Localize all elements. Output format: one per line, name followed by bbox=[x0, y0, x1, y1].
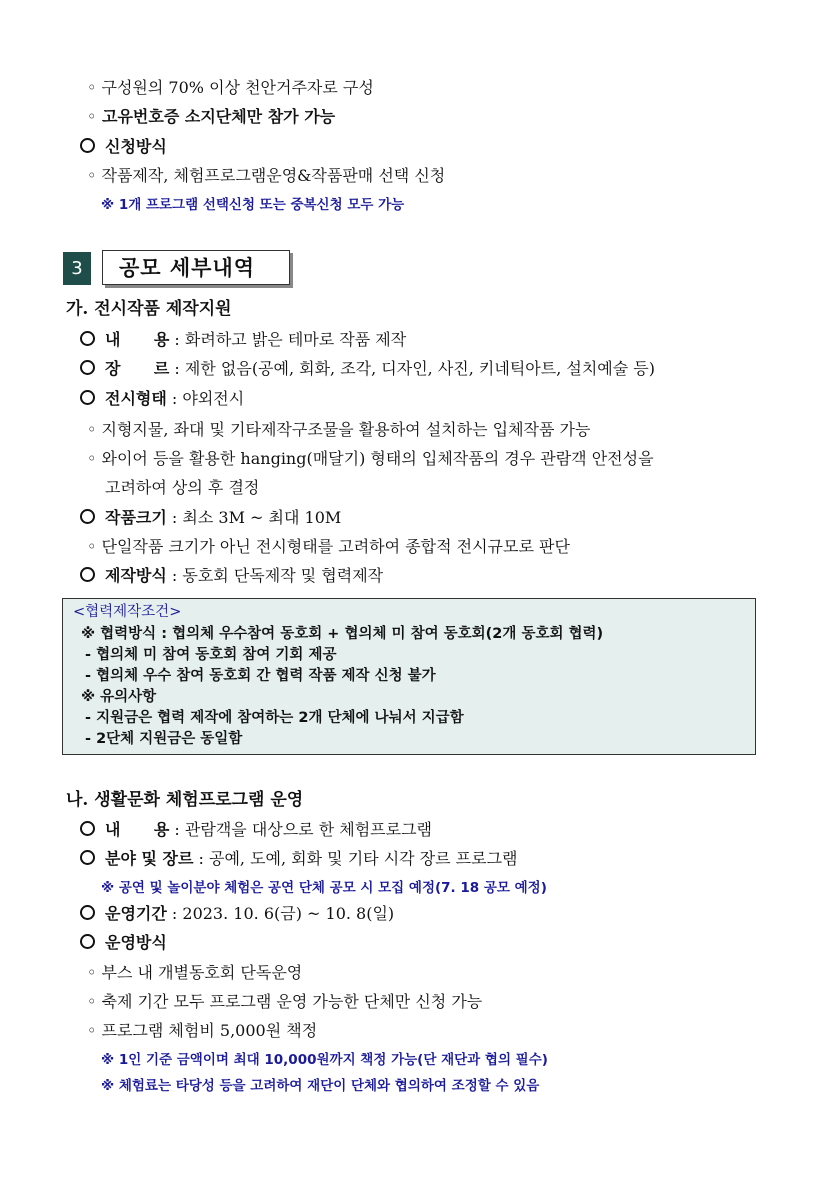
circle-bullet-icon bbox=[80, 360, 95, 375]
part-a-content-label: 내 용 bbox=[105, 330, 170, 349]
circle-bullet-icon bbox=[80, 567, 95, 582]
part-a-display-bullet-2-continued: 고려하여 상의 후 결정 bbox=[105, 478, 260, 497]
part-b-content-row bbox=[80, 819, 432, 841]
circle-bullet-icon bbox=[80, 850, 95, 865]
circle-bullet-icon bbox=[80, 390, 95, 405]
part-b-operation-bullet-1: ◦ 부스 내 개별동호회 단독운영 bbox=[87, 963, 303, 982]
application-method-line: ◦ 작품제작, 체험프로그램운영&작품판매 선택 신청 bbox=[87, 166, 446, 185]
part-b-field-value: : 공예, 도예, 회화 및 기타 시각 장르 프로그램 bbox=[193, 849, 518, 868]
circle-bullet-icon bbox=[80, 821, 95, 836]
circle-bullet-icon bbox=[80, 905, 95, 920]
application-method-note: ※ 1개 프로그램 선택신청 또는 중복신청 모두 가능 bbox=[101, 197, 405, 213]
part-a-size-row bbox=[80, 507, 341, 529]
part-a-production-row bbox=[80, 565, 383, 587]
part-a-content-value: : 화려하고 밝은 테마로 작품 제작 bbox=[169, 330, 407, 349]
section-title: 공모 세부내역 bbox=[102, 250, 290, 285]
part-a-production-value: : 동호회 단독제작 및 협력제작 bbox=[166, 566, 384, 585]
part-b-operation-heading-row bbox=[80, 932, 167, 954]
part-b-operation-note-1: ※ 1인 기준 금액이며 최대 10,000원까지 책정 가능(단 재단과 협의 필수) bbox=[101, 1052, 548, 1068]
part-a-display-row bbox=[80, 388, 244, 410]
part-b-operation-bullet-3: ◦ 프로그램 체험비 5,000원 책정 bbox=[87, 1021, 318, 1040]
part-b-field-row bbox=[80, 848, 518, 870]
part-a-heading: 가. 전시작품 제작지원 bbox=[66, 299, 232, 319]
cooperation-line-3: - 협의체 우수 참여 동호회 간 협력 작품 제작 신청 불가 bbox=[85, 668, 436, 684]
part-b-operation-note-2: ※ 체험료는 타당성 등을 고려하여 재단이 단체와 협의하여 조정할 수 있음 bbox=[101, 1078, 540, 1094]
part-b-field-note: ※ 공연 및 놀이분야 체험은 공연 단체 공모 시 모집 예정(7. 18 공모 예정) bbox=[101, 880, 547, 896]
cooperation-line-2: - 협의체 미 참여 동호회 참여 기회 제공 bbox=[85, 647, 337, 663]
circle-bullet-icon bbox=[80, 934, 95, 949]
part-a-genre-label: 장 르 bbox=[105, 359, 170, 378]
part-b-period-value: : 2023. 10. 6(금) ~ 10. 8(일) bbox=[166, 904, 395, 923]
part-b-content-value: : 관람객을 대상으로 한 체험프로그램 bbox=[169, 820, 433, 839]
cooperation-line-5: - 지원금은 협력 제작에 참여하는 2개 단체에 나눠서 지급함 bbox=[85, 710, 464, 726]
section-number: 3 bbox=[63, 252, 91, 285]
part-b-operation-heading: 운영방식 bbox=[105, 933, 167, 952]
cooperation-conditions-box bbox=[62, 598, 756, 755]
part-a-size-value: : 최소 3M ~ 최대 10M bbox=[166, 508, 342, 527]
cooperation-box-title: <협력제작조건> bbox=[73, 604, 182, 620]
part-a-display-bullet-1: ◦ 지형지물, 좌대 및 기타제작구조물을 활용하여 설치하는 입체작품 가능 bbox=[87, 420, 591, 439]
part-a-size-label: 작품크기 bbox=[105, 508, 167, 527]
eligibility-residency-line: ◦ 구성원의 70% 이상 천안거주자로 구성 bbox=[87, 78, 374, 97]
part-a-genre-row bbox=[80, 358, 655, 380]
part-b-heading: 나. 생활문화 체험프로그램 운영 bbox=[66, 790, 304, 810]
part-a-display-value: : 야외전시 bbox=[166, 389, 245, 408]
circle-bullet-icon bbox=[80, 331, 95, 346]
circle-bullet-icon bbox=[80, 138, 95, 153]
application-method-label: 신청방식 bbox=[105, 137, 167, 156]
eligibility-registration-line: ◦ 고유번호증 소지단체만 참가 가능 bbox=[87, 107, 336, 126]
part-b-operation-bullet-2: ◦ 축제 기간 모두 프로그램 운영 가능한 단체만 신청 가능 bbox=[87, 992, 483, 1011]
application-method-heading bbox=[80, 136, 167, 158]
circle-bullet-icon bbox=[80, 509, 95, 524]
part-a-display-label: 전시형태 bbox=[105, 389, 167, 408]
part-a-size-bullet: ◦ 단일작품 크기가 아닌 전시형태를 고려하여 종합적 전시규모로 판단 bbox=[87, 537, 570, 556]
part-a-genre-value: : 제한 없음(공예, 회화, 조각, 디자인, 사진, 키네틱아트, 설치예술 등) bbox=[169, 359, 655, 378]
part-b-field-label: 분야 및 장르 bbox=[105, 849, 194, 868]
cooperation-line-6: - 2단체 지원금은 동일함 bbox=[85, 731, 243, 747]
part-b-content-label: 내 용 bbox=[105, 820, 170, 839]
part-a-display-bullet-2: ◦ 와이어 등을 활용한 hanging(매달기) 형태의 입체작품의 경우 관람객 안전성을 bbox=[87, 449, 654, 468]
part-b-period-label: 운영기간 bbox=[105, 904, 167, 923]
cooperation-notes-heading: ※ 유의사항 bbox=[81, 689, 157, 705]
part-a-content-row bbox=[80, 329, 406, 351]
part-b-period-row bbox=[80, 903, 394, 925]
cooperation-method-line: ※ 협력방식 : 협의체 우수참여 동호회 + 협의체 미 참여 동호회(2개 동호회 협력) bbox=[81, 626, 604, 642]
part-a-production-label: 제작방식 bbox=[105, 566, 167, 585]
